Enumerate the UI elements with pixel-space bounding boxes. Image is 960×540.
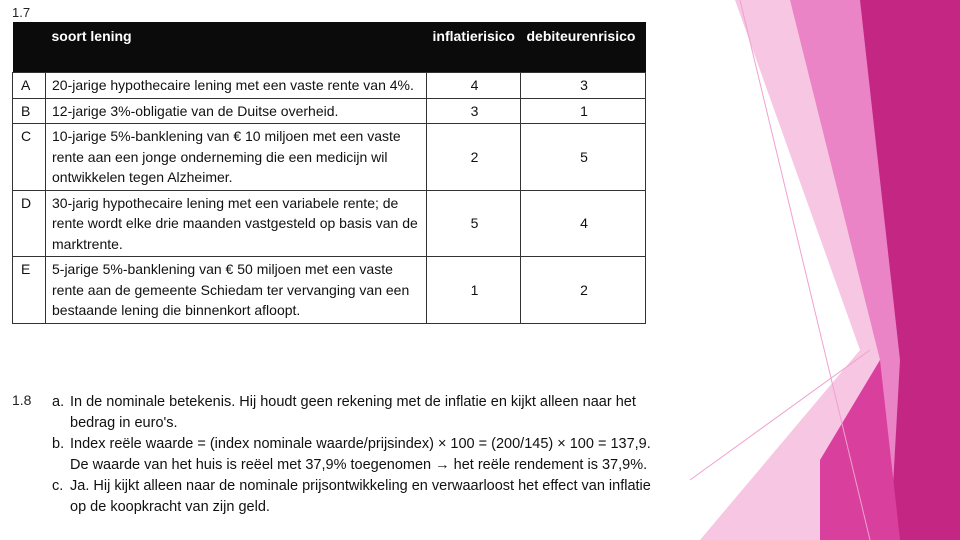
table-row xyxy=(13,190,646,257)
row-debtor-risk: 3 xyxy=(521,73,646,99)
section-number-1-7: 1.7 xyxy=(12,5,31,20)
answer-b xyxy=(52,434,652,476)
table-row xyxy=(13,98,646,124)
answer-label: b. xyxy=(52,436,65,452)
row-debtor-risk: 5 xyxy=(521,124,646,191)
row-inflation-risk: 1 xyxy=(427,257,521,324)
row-letter: D xyxy=(13,190,46,257)
section-number-1-8: 1.8 xyxy=(12,392,32,408)
answer-c xyxy=(52,476,652,518)
row-letter: E xyxy=(13,257,46,324)
row-inflation-risk: 3 xyxy=(427,98,521,124)
row-letter: A xyxy=(13,73,46,99)
row-letter: B xyxy=(13,98,46,124)
row-inflation-risk: 2 xyxy=(427,124,521,191)
answer-label: c. xyxy=(52,478,64,494)
row-description: 12-jarige 3%-obligatie van de Duitse overheid. xyxy=(46,98,427,124)
header-soort-lening: soort lening xyxy=(46,22,427,73)
answer-text: Index reële waarde = (index nominale waarde/prijsindex) × 100 = (200/145) × 100 = 137,9. De waarde van het huis is reëel met 37,9% toegenomen → het reële rendement is 37,9%. xyxy=(70,436,651,473)
answers-list xyxy=(52,392,652,518)
table-row xyxy=(13,257,646,324)
table-row xyxy=(13,73,646,99)
row-description: 5-jarige 5%-banklening van € 50 miljoen met een vaste rente aan de gemeente Schiedam ter vervanging van een bestaande lening die binnenkort afloopt. xyxy=(46,257,427,324)
table-header-row xyxy=(13,22,646,73)
row-description: 30-jarig hypothecaire lening met een variabele rente; de rente wordt elke drie maanden vastgesteld op basis van de marktrente. xyxy=(46,190,427,257)
row-description: 20-jarige hypothecaire lening met een vaste rente van 4%. xyxy=(46,73,427,99)
row-letter: C xyxy=(13,124,46,191)
row-debtor-risk: 1 xyxy=(521,98,646,124)
answer-text: In de nominale betekenis. Hij houdt geen rekening met de inflatie en kijkt alleen naar het bedrag in euro's. xyxy=(70,394,636,431)
row-inflation-risk: 4 xyxy=(427,73,521,99)
loan-risk-table xyxy=(12,22,646,324)
header-inflatierisico: inflatierisico xyxy=(427,22,521,73)
row-debtor-risk: 4 xyxy=(521,190,646,257)
table-row xyxy=(13,124,646,191)
row-debtor-risk: 2 xyxy=(521,257,646,324)
row-inflation-risk: 5 xyxy=(427,190,521,257)
row-description: 10-jarige 5%-banklening van € 10 miljoen met een vaste rente aan een jonge onderneming die een medicijn wil ontwikkelen tegen Alzheimer. xyxy=(46,124,427,191)
answer-text: Ja. Hij kijkt alleen naar de nominale prijsontwikkeling en verwaarloost het effect van inflatie op de koopkracht van zijn geld. xyxy=(70,478,651,515)
answer-label: a. xyxy=(52,394,65,410)
answer-a xyxy=(52,392,652,434)
header-letter xyxy=(13,22,46,73)
header-debiteurenrisico: debiteurenrisico xyxy=(521,22,646,73)
